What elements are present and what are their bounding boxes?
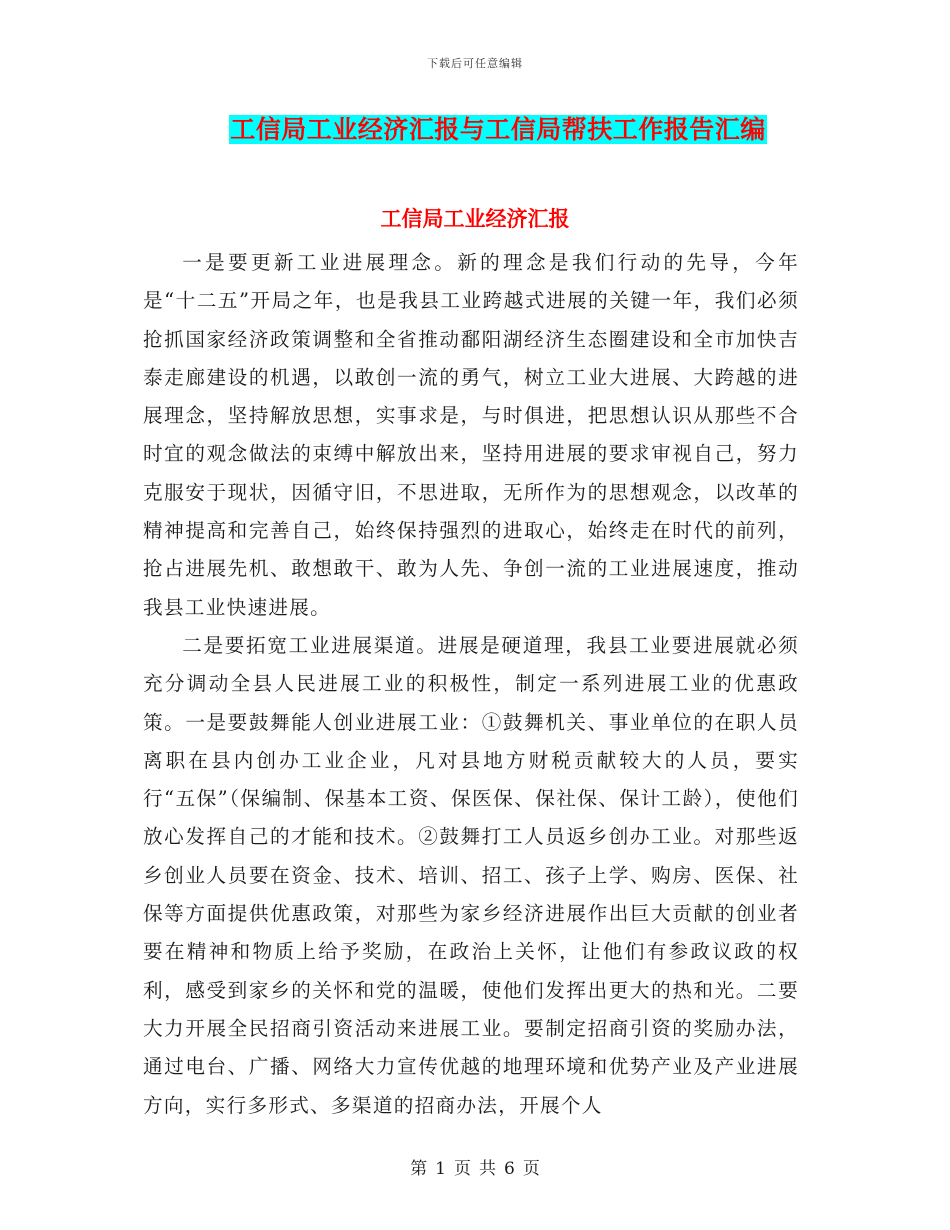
footer-label-page-unit: 页 bbox=[454, 1159, 471, 1179]
document-title bbox=[0, 113, 950, 147]
footer-label-total: 共 bbox=[479, 1159, 496, 1179]
page-footer bbox=[0, 1154, 950, 1179]
document-title-text: 工信局工业经济汇报与工信局帮扶工作报告汇编 bbox=[230, 115, 766, 144]
footer-label-total-unit: 页 bbox=[522, 1159, 540, 1179]
section-title: 工信局工业经济汇报 bbox=[380, 206, 570, 231]
page-header-note: 下载后可任意编辑 bbox=[427, 57, 523, 70]
footer-label-page: 第 bbox=[410, 1159, 428, 1179]
paragraph: 一是要更新工业进展理念。新的理念是我们行动的先导，今年是“十二五”开局之年，也是我县工业跨越式进展的关键一年，我们必须抢抓国家经济政策调整和全省推动鄱阳湖经济生态圈建设和全市加快吉泰走廊建设的机遇，以敢创一流的勇气，树立工业大进展、大跨越的进展理念，坚持解放思想，实事求是，与时俱进，把思想认识从那些不合时宜的观念做法的束缚中解放出来，坚持用进展的要求审视自己，努力克服安于现状，因循守旧，不思进取，无所作为的思想观念，以改革的精神提高和完善自己，始终保持强烈的进取心，始终走在时代的前列，抢占进展先机、敢想敢干、敢为人先、争创一流的工业进展速度，推动我县工业快速进展。 bbox=[143, 251, 799, 619]
footer-current-page: 1 bbox=[435, 1159, 446, 1179]
document-body bbox=[143, 244, 799, 1125]
footer-total-pages: 6 bbox=[504, 1159, 515, 1179]
paragraph: 二是要拓宽工业进展渠道。进展是硬道理，我县工业要进展就必须充分调动全县人民进展工业的积极性，制定一系列进展工业的优惠政策。一是要鼓舞能人创业进展工业：①鼓舞机关、事业单位的在职人员离职在县内创办工业企业，凡对县地方财税贡献较大的人员，要实行“五保”（保编制、保基本工资、保医保、保社保、保计工龄），使他们放心发挥自己的才能和技术。②鼓舞打工人员返乡创办工业。对那些返乡创业人员要在资金、技术、培训、招工、孩子上学、购房、医保、社保等方面提供优惠政策，对那些为家乡经济进展作出巨大贡献的创业者要在精神和物质上给予奖励，在政治上关怀，让他们有参政议政的权利，感受到家乡的关怀和党的温暖，使他们发挥出更大的热和光。二要大力开展全民招商引资活动来进展工业。要制定招商引资的奖励办法，通过电台、广播、网络大力宣传优越的地理环境和优势产业及产业进展方向，实行多形式、多渠道的招商办法，开展个人 bbox=[143, 633, 799, 1117]
